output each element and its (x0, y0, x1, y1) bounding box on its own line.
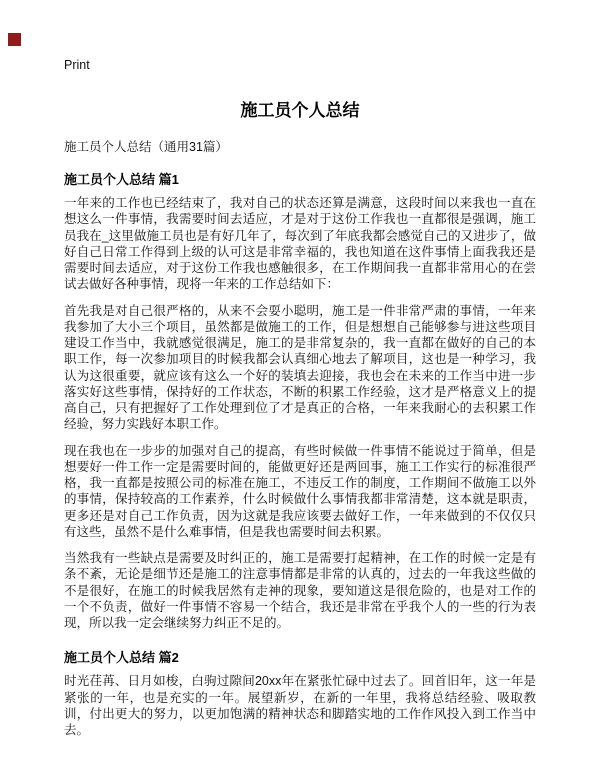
page-title: 施工员个人总结 (240, 101, 360, 120)
section-1-heading: 施工员个人总结 篇1 (64, 172, 179, 187)
section-2-heading: 施工员个人总结 篇2 (64, 650, 179, 666)
section-1-paragraph-2: 首先我是对自己很严格的，从来不会耍小聪明，施工是一件非常严肃的事情，一年来我参加了大小三个项目，虽然都是做施工的工作，但是想想自己能够参与进这些项目建设工作当中，我就感觉很满足，施工的是非常复杂的，我一直都在做好的自己的本职工作，每一次参加项目的时候我都会认真细心地去了解项目，这也是一种学习，我认为这很重要，就应该有这么一个好的装填去迎接，我也会在未来的工作当中进一步落实好这些事情，保持好的工作状态，不断的积累工作经验，这才是严格意义上的提高自己，只有把握好了工作处理到位了才是真正的合格，一年来我耐心的去积累工作经验，努力实践好本职工作。 (64, 303, 536, 432)
section-2 (64, 647, 536, 738)
section-1-paragraph-3: 现在我也在一步步的加强对自己的提高，有些时候做一件事情不能说过于简单，但是想要好一件工作一定是需要时间的，能做更好还是两回事，施工工作实行的标准很严格，我一直都是按照公司的标准在施工，不违反工作的制度，工作期间不做施工以外的事情，保持较高的工作素养，什么时候做什么事情我都非常清楚，这本就是职责，更多还是对自己工作负责，因为这就是我应该要去做好工作，一年来做到的不仅仅只有这些，虽然不是什么难事情，但是我也需要时间去积累。 (64, 443, 536, 539)
section-1 (64, 169, 536, 631)
print-button[interactable]: Print (64, 58, 90, 72)
section-1-paragraph-1: 一年来的工作也已经结束了，我对自己的状态还算是满意，这段时间以来我也一直在想这么一件事情，我需要时间去适应，才是对于这份工作我也一直都很是强调，施工员我在_这里做施工员也是有好几年了，每次到了年底我都会感觉自己的又进步了，做好自己日常工作得到上级的认可这是非常幸福的，我也知道在这件事情上面我我还是需要时间去适应，对于这份工作我也感触很多，在工作期间我一直都非常用心的在尝试去做好各种事情，现将一年来的工作总结如下： (64, 196, 536, 292)
section-2-paragraph-1: 时光荏苒、日月如梭，白驹过隙间20xx年在紧张忙碌中过去了。回首旧年，这一年是紧张的一年，也是充实的一年。展望新岁，在新的一年里，我将总结经验、吸取教训，付出更大的努力，以更加饱满的精神状态和脚踏实地的工作作风投入到工作当中去。 (64, 674, 536, 737)
section-1-paragraph-4: 当然我有一些缺点是需要及时纠正的，施工是需要打起精神，在工作的时候一定是有条不紊，无论是细节还是施工的注意事情都是非常的认真的，过去的一年我这些做的不是很好，在施工的时候我居然有走神的现象，要知道这是很危险的，也是对工作的一个不负责，做好一件事情不容易一个结合，我还是非常在乎我个人的一些的行为表现，所以我一定会继续努力纠正不足的。 (64, 551, 536, 630)
document-subtitle: 施工员个人总结（通用31篇） (64, 140, 228, 154)
site-icon (8, 33, 21, 46)
